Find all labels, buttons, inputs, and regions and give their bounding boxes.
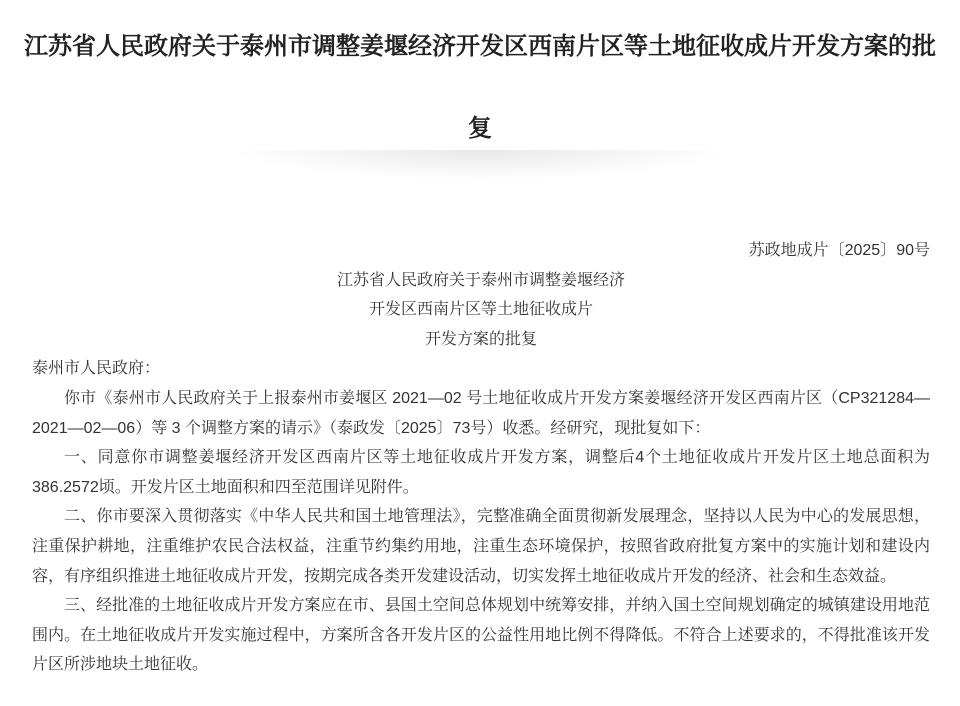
paragraph-3: 三、经批准的土地征收成片开发方案应在市、县国土空间总体规划中统筹安排，并纳入国土空间规划确定的城镇建设用地范围内。在土地征收成片开发实施过程中，方案所含各开发片区的公益性用地比例不得降低。不符合上述要求的，不得批准该开发片区所涉地块土地征收。 — [32, 597, 930, 674]
subtitle-line-3: 开发方案的批复 — [424, 330, 537, 348]
paragraph-2: 二、你市要深入贯彻落实《中华人民共和国土地管理法》，完整准确全面贯彻新发展理念，坚持以人民为中心的发展思想，注重保护耕地，注重维护农民合法权益，注重节约集约用地，注重生态环境保护，按照省政府批复方案中的实施计划和建设内容，有序组织推进土地征收成片开发，按期完成各类开发建设活动，切实发挥土地征收成片开发的经济、社会和生态效益。 — [32, 508, 930, 585]
addressee: 泰州市人民政府： — [32, 360, 161, 378]
paragraph-1: 一、同意你市调整姜堰经济开发区西南片区等土地征收成片开发方案，调整后4个土地征收成片开发片区土地总面积为386.2572顷。开发片区土地面积和四至范围详见附件。 — [32, 449, 930, 496]
document-number: 苏政地成片〔2025〕90号 — [748, 242, 930, 259]
page-title: 江苏省人民政府关于泰州市调整姜堰经济开发区西南片区等土地征收成片开发方案的批复 — [24, 33, 936, 142]
subtitle-line-1: 江苏省人民政府关于泰州市调整姜堰经济 — [336, 271, 625, 289]
title-divider — [230, 150, 730, 180]
paragraph-intro: 你市《泰州市人民政府关于上报泰州市姜堰区 2021—02 号土地征收成片开发方案姜堰经济开发区西南片区（CP321284—2021—02—06）等 3 个调整方案的请示》（泰政发〔2025〕73号）收悉。经研究，现批复如下： — [32, 389, 930, 437]
document-body — [32, 236, 930, 680]
subtitle-line-2: 开发区西南片区等土地征收成片 — [368, 301, 593, 319]
